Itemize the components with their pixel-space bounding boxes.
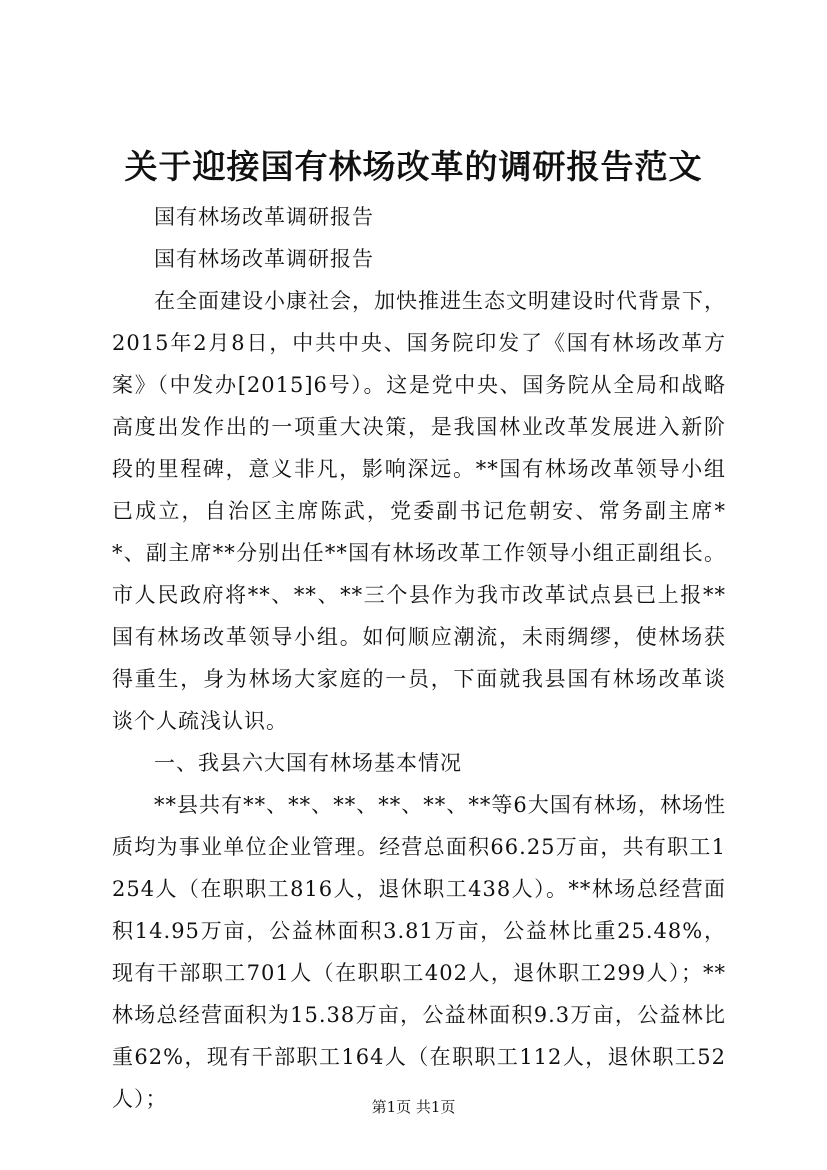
paragraph-situation: **县共有**、**、**、**、**、**等6大国有林场，林场性质均为事业单位企业管理。经营总面积66.25万亩，共有职工1254人（在职职工816人，退休职工438人）。**林场总经营面积14.95万亩，公益林面积3.81万亩，公益林比重25.48%，现有干部职工701人（在职职工402人，退休职工299人）；**林场总经营面积为15.38万亩，公益林面积9.3万亩，公益林比重62%，现有干部职工164人（在职职工112人，退休职工52人）； (112, 793, 726, 1111)
section-heading: 一、我县六大国有林场基本情况 (154, 751, 462, 775)
paragraph-intro: 在全面建设小康社会，加快推进生态文明建设时代背景下，2015年2月8日，中共中央、国务院印发了《国有林场改革方案》（中发办[2015]6号）。这是党中央、国务院从全局和战略高度出发作出的一项重大决策，是我国林业改革发展进入新阶段的里程碑，意义非凡，影响深远。**国有林场改革领导小组已成立，自治区主席陈武，党委副书记危朝安、常务副主席**、副主席**分别出任**国有林场改革工作领导小组正副组长。市人民政府将**、**、**三个县作为我市改革试点县已上报**国有林场改革领导小组。如何顺应潮流，未雨绸缪，使林场获得重生，身为林场大家庭的一员，下面就我县国有林场改革谈谈个人疏浅认识。 (112, 289, 726, 733)
page-footer: 第1页 共1页 (371, 1098, 456, 1116)
paragraph-subtitle-1: 国有林场改革调研报告 (154, 205, 374, 229)
paragraph-subtitle-2: 国有林场改革调研报告 (154, 247, 374, 271)
document-body (112, 196, 726, 1120)
document-title: 关于迎接国有林场改革的调研报告范文 (124, 147, 703, 186)
